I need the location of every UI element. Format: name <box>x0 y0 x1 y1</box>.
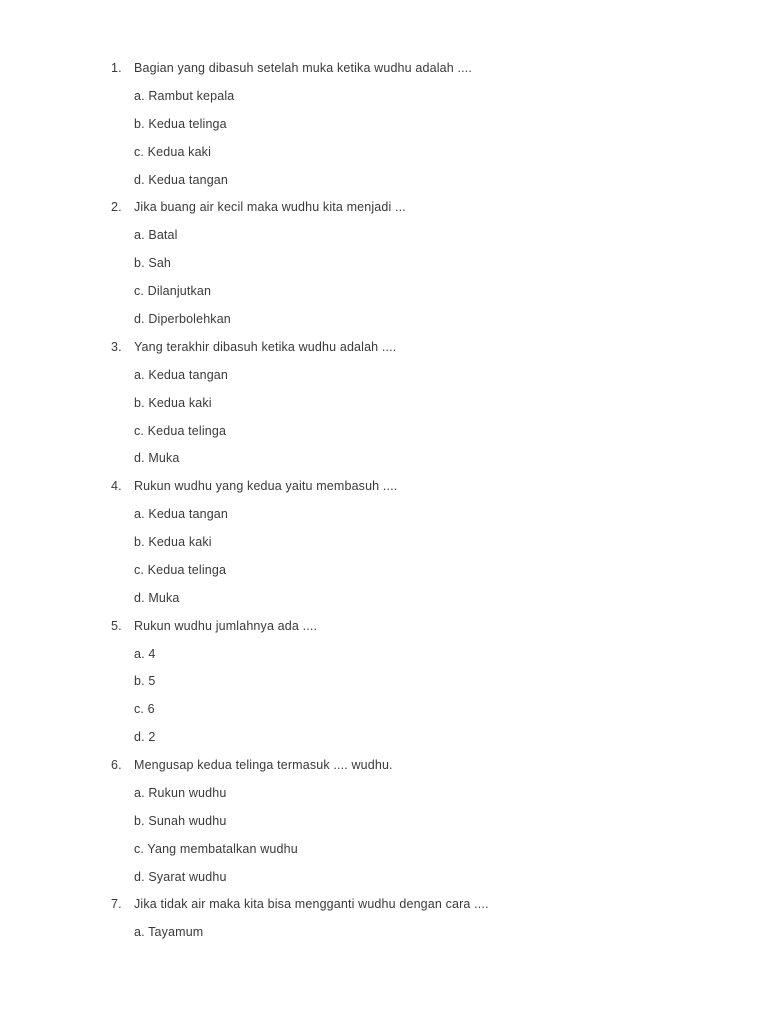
question-text: Yang terakhir dibasuh ketika wudhu adalah .... <box>134 340 397 354</box>
option-1b: b. Kedua telinga <box>134 117 227 131</box>
option-7a: a. Tayamum <box>134 925 204 939</box>
question-number: 7. <box>111 897 122 911</box>
option-6d: d. Syarat wudhu <box>134 870 227 884</box>
option-3d: d. Muka <box>134 451 180 465</box>
question-text: Jika buang air kecil maka wudhu kita menjadi ... <box>134 200 406 214</box>
option-5a: a. 4 <box>134 647 156 661</box>
option-6b: b. Sunah wudhu <box>134 814 227 828</box>
question-number: 3. <box>111 340 122 354</box>
question-number: 1. <box>111 61 122 75</box>
option-4a: a. Kedua tangan <box>134 507 228 521</box>
option-3a: a. Kedua tangan <box>134 368 228 382</box>
option-2c: c. Dilanjutkan <box>134 284 212 298</box>
option-3b: b. Kedua kaki <box>134 396 212 410</box>
question-number: 2. <box>111 200 122 214</box>
question-number: 6. <box>111 758 122 772</box>
question-number: 5. <box>111 619 122 633</box>
question-text: Jika tidak air maka kita bisa mengganti wudhu dengan cara .... <box>134 897 489 911</box>
option-3c: c. Kedua telinga <box>134 424 227 438</box>
question-text: Rukun wudhu jumlahnya ada .... <box>134 619 318 633</box>
question-number: 4. <box>111 479 122 493</box>
option-2d: d. Diperbolehkan <box>134 312 231 326</box>
option-6c: c. Yang membatalkan wudhu <box>134 842 298 856</box>
option-5c: c. 6 <box>134 702 155 716</box>
question-text: Bagian yang dibasuh setelah muka ketika wudhu adalah .... <box>134 61 472 75</box>
option-2b: b. Sah <box>134 256 172 270</box>
question-text: Rukun wudhu yang kedua yaitu membasuh .... <box>134 479 398 493</box>
option-6a: a. Rukun wudhu <box>134 786 227 800</box>
option-5b: b. 5 <box>134 674 156 688</box>
option-4b: b. Kedua kaki <box>134 535 212 549</box>
question-text: Mengusap kedua telinga termasuk .... wudhu. <box>134 758 393 772</box>
option-1c: c. Kedua kaki <box>134 145 211 159</box>
option-4d: d. Muka <box>134 591 180 605</box>
option-2a: a. Batal <box>134 228 178 242</box>
option-1d: d. Kedua tangan <box>134 173 228 187</box>
option-1a: a. Rambut kepala <box>134 89 235 103</box>
option-4c: c. Kedua telinga <box>134 563 227 577</box>
option-5d: d. 2 <box>134 730 156 744</box>
